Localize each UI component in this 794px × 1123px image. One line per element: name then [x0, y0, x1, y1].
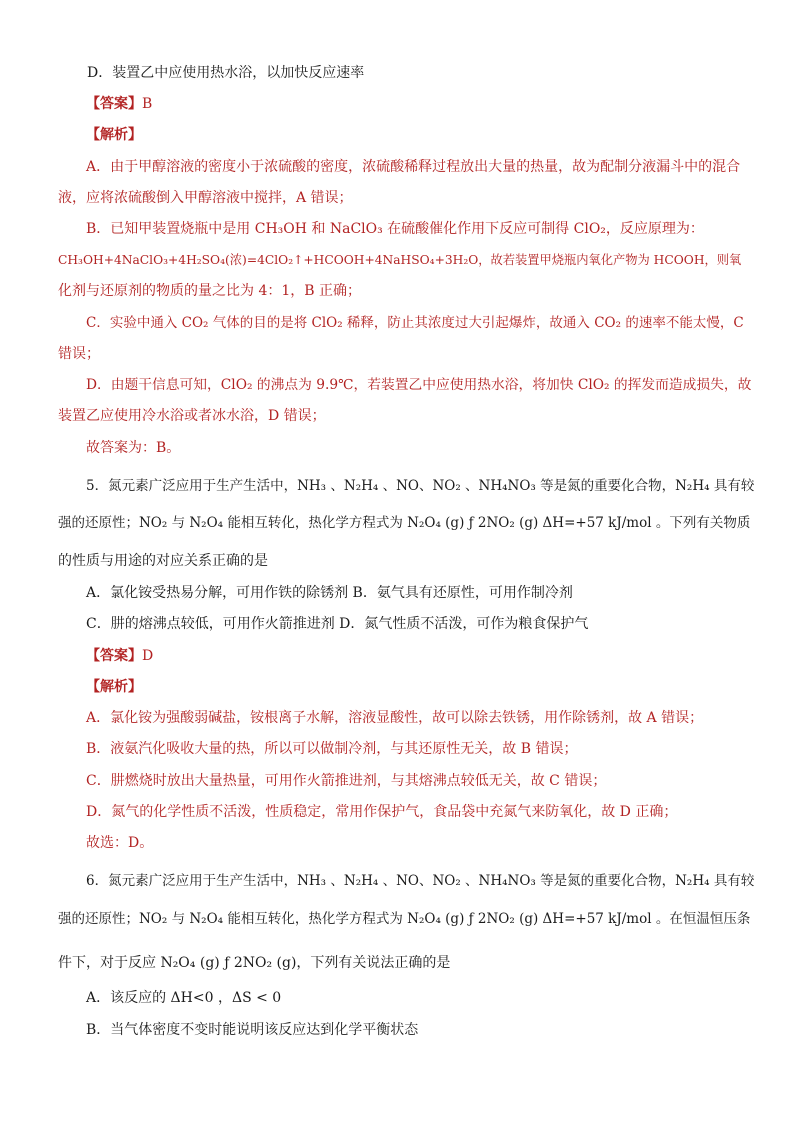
q6-option-line: A．该反应的 ΔH<0 ，ΔS < 0	[86, 990, 282, 1006]
answer-label: 【答案】	[86, 96, 142, 112]
q4-analysis-line: B．已知甲装置烧瓶中是用 CH₃OH 和 NaClO₃ 在硫酸催化作用下反应可制得 ClO₂，反应原理为：	[86, 221, 704, 237]
q5-option-line: A．氯化铵受热易分解，可用作铁的除锈剂 B．氨气具有还原性，可用作制冷剂	[86, 585, 573, 601]
q4-analysis-line: D．由题干信息可知，ClO₂ 的沸点为 9.9℃，若装置乙中应使用热水浴，将加快 ClO₂ 的挥发而造成损失，故	[86, 377, 752, 393]
q4-analysis-line: 装置乙应使用冷水浴或者冰水浴，D 错误；	[58, 408, 326, 424]
q6-stem-line: 件下，对于反应 N₂O₄ (g) ƒ 2NO₂ (g)，下列有关说法正确的是	[58, 955, 451, 971]
q4-analysis-label: 【解析】	[86, 127, 142, 143]
q6-stem-line: 6．氮元素广泛应用于生产生活中，NH₃ 、N₂H₄ 、NO、NO₂ 、NH₄NO₃ 等是氮的重要化合物，N₂H₄ 具有较	[86, 873, 755, 889]
q5-analysis-line: 故选：D。	[86, 835, 154, 851]
q4-analysis-line: 故答案为：B。	[86, 440, 181, 456]
answer-label: 【答案】	[86, 648, 142, 664]
q6-option-line: B．当气体密度不变时能说明该反应达到化学平衡状态	[86, 1022, 419, 1038]
q4-analysis-line: 液，应将浓硫酸倒入甲醇溶液中搅拌，A 错误；	[58, 190, 353, 206]
q6-stem-line: 强的还原性；NO₂ 与 N₂O₄ 能相互转化，热化学方程式为 N₂O₄ (g) ƒ 2NO₂ (g) ΔH=+57 kJ/mol 。在恒温恒压条	[58, 911, 751, 927]
q5-stem-line: 5．氮元素广泛应用于生产生活中，NH₃ 、N₂H₄ 、NO、NO₂ 、NH₄NO₃ 等是氮的重要化合物，N₂H₄ 具有较	[86, 478, 755, 494]
q5-analysis-line: B．液氨汽化吸收大量的热，所以可以做制冷剂，与其还原性无关，故 B 错误；	[86, 741, 578, 757]
q5-analysis-label: 【解析】	[86, 679, 142, 695]
answer-value: D	[142, 648, 154, 664]
q4-option-d: D．装置乙中应使用热水浴，以加快反应速率	[87, 65, 365, 81]
q5-stem-line: 的性质与用途的对应关系正确的是	[58, 553, 268, 569]
q4-analysis-line: CH₃OH+4NaClO₃+4H₂SO₄(浓)=4ClO₂↑+HCOOH+4NaHSO₄+3H₂O，故若装置甲烧瓶内氧化产物为 HCOOH，则氧	[58, 253, 742, 267]
q4-analysis-line: A．由于甲醇溶液的密度小于浓硫酸的密度，浓硫酸稀释过程放出大量的热量，故为配制分液漏斗中的混合	[86, 159, 741, 175]
q4-analysis-line: 化剂与还原剂的物质的量之比为 4：1，B 正确；	[58, 283, 362, 299]
q5-analysis-line: C．肼燃烧时放出大量热量，可用作火箭推进剂，与其熔沸点较低无关，故 C 错误；	[86, 773, 607, 789]
q4-analysis-line: C．实验中通入 CO₂ 气体的目的是将 ClO₂ 稀释，防止其浓度过大引起爆炸，故通入 CO₂ 的速率不能太慢，C	[86, 315, 744, 331]
q4-analysis-line: 错误；	[58, 346, 100, 362]
q5-answer	[86, 646, 153, 666]
q5-analysis-line: D．氮气的化学性质不活泼，性质稳定，常用作保护气，食品袋中充氮气来防氧化，故 D 正确；	[86, 804, 678, 820]
q5-analysis-line: A．氯化铵为强酸弱碱盐，铵根离子水解，溶液显酸性，故可以除去铁锈，用作除锈剂，故 A 错误；	[86, 710, 704, 726]
q5-stem-line: 强的还原性；NO₂ 与 N₂O₄ 能相互转化，热化学方程式为 N₂O₄ (g) ƒ 2NO₂ (g) ΔH=+57 kJ/mol 。下列有关物质	[58, 515, 751, 531]
q5-option-line: C．肼的熔沸点较低，可用作火箭推进剂 D．氮气性质不活泼，可作为粮食保护气	[86, 616, 589, 632]
q4-answer	[86, 94, 152, 114]
answer-value: B	[142, 96, 153, 112]
